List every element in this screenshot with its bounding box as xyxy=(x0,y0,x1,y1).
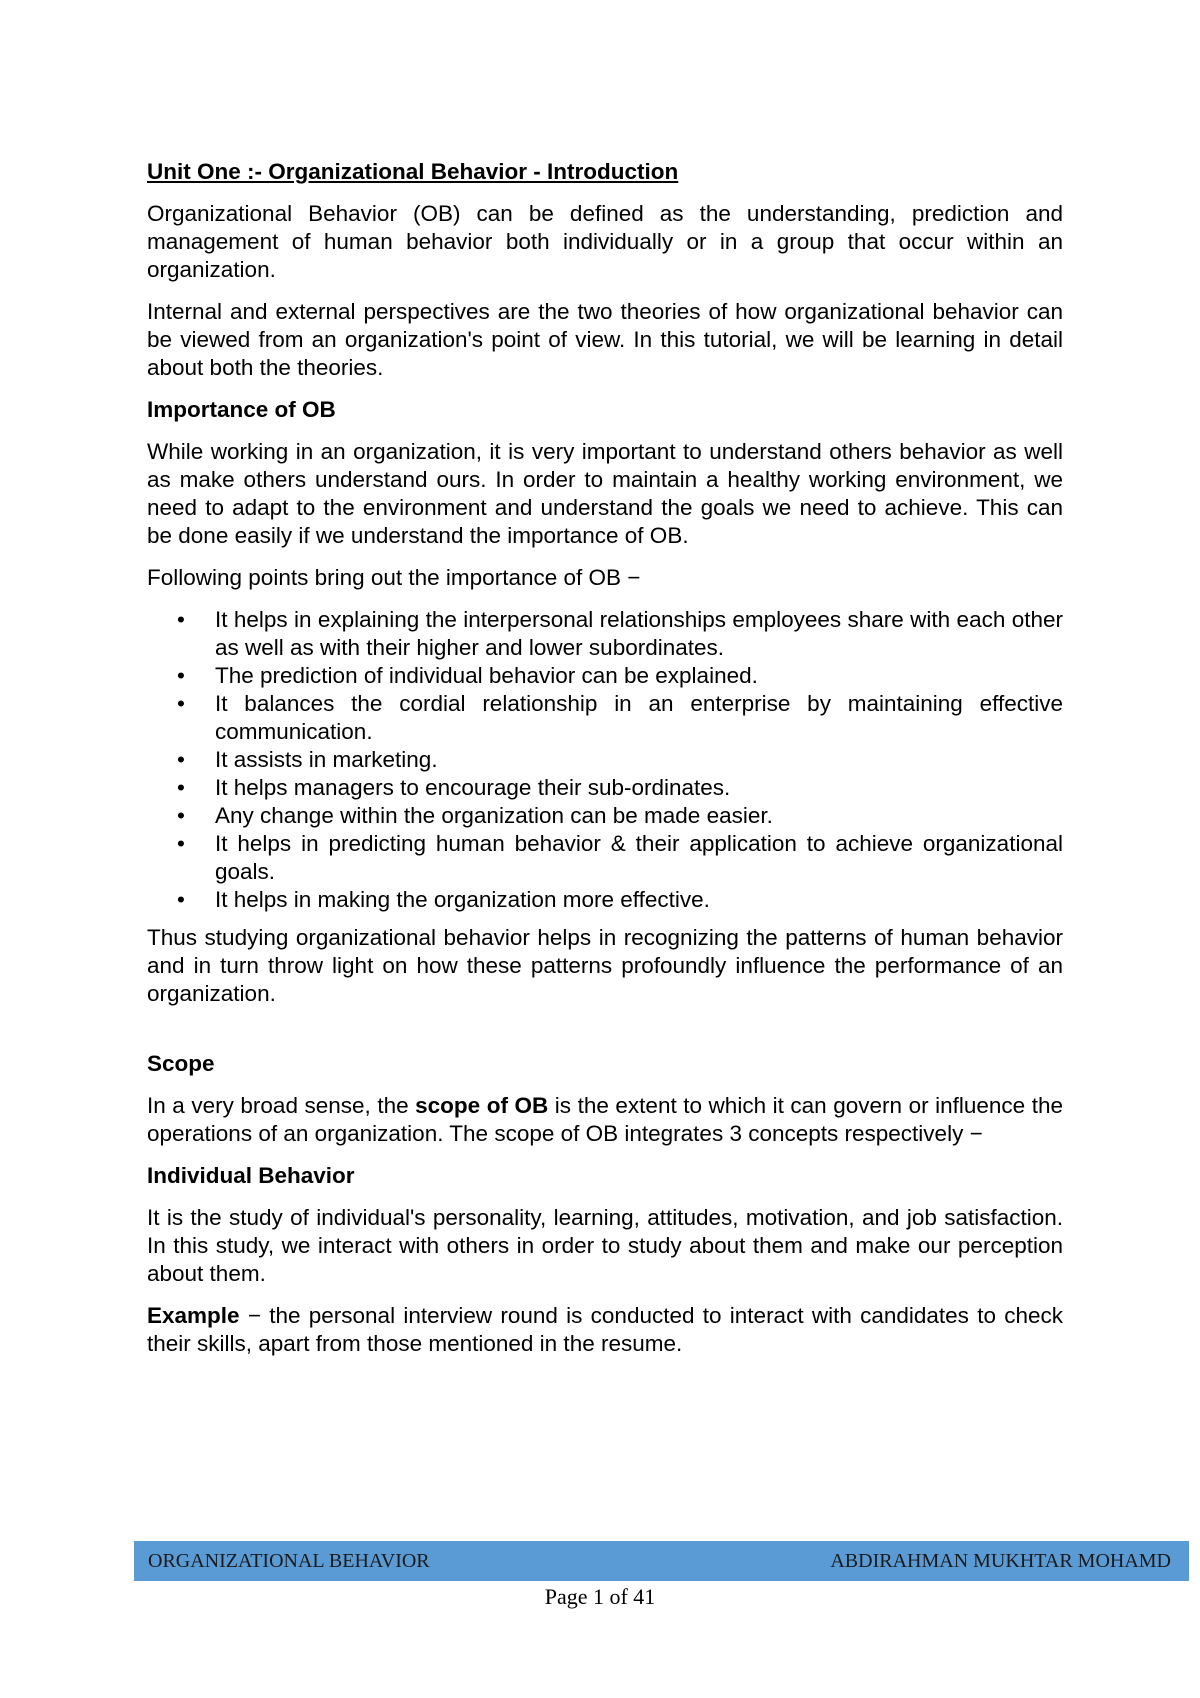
scope-text-before: In a very broad sense, the xyxy=(147,1093,416,1118)
bullet-icon: • xyxy=(177,607,185,632)
intro-paragraph: Organizational Behavior (OB) can be defined as the understanding, prediction and management of human behavior both individually or in a group that occur within an organization. xyxy=(147,201,1063,282)
individual-behavior-paragraph: It is the study of individual's personality, learning, attitudes, motivation, and job satisfaction. In this study, we interact with others in order to study about them and make our perception about them. xyxy=(147,1205,1063,1286)
list-item-text: It helps in explaining the interpersonal relationships employees share with each other as well as with their higher and lower subordinates. xyxy=(215,607,1063,660)
page-number: Page 1 of 41 xyxy=(544,1584,656,1609)
list-item-text: It assists in marketing. xyxy=(215,747,438,772)
scope-bold-term: scope of OB xyxy=(415,1093,549,1118)
importance-heading: Importance of OB xyxy=(147,397,336,422)
example-paragraph xyxy=(147,1302,1063,1358)
importance-bullet-list xyxy=(147,606,1063,914)
importance-paragraph: While working in an organization, it is very important to understand others behavior as well as make others understand ours. In order to maintain a healthy working environment, we need to adapt to the environment and understand the goals we need to achieve. This can be done easily if we understand the importance of OB. xyxy=(147,439,1063,548)
footer-course-title: ORGANIZATIONAL BEHAVIOR xyxy=(148,1550,430,1572)
conclusion-paragraph: Thus studying organizational behavior helps in recognizing the patterns of human behavior and in turn throw light on how these patterns profoundly influence the performance of an organization. xyxy=(147,925,1063,1006)
list-item xyxy=(147,662,1063,690)
document-body xyxy=(147,158,1063,1372)
individual-behavior-heading: Individual Behavior xyxy=(147,1163,355,1188)
example-label: Example xyxy=(147,1303,240,1328)
bullet-icon: • xyxy=(177,803,185,828)
list-item xyxy=(147,606,1063,662)
list-item xyxy=(147,802,1063,830)
list-item-text: The prediction of individual behavior can be explained. xyxy=(215,663,758,688)
bullet-icon: • xyxy=(177,663,185,688)
scope-heading: Scope xyxy=(147,1051,215,1076)
list-item xyxy=(147,886,1063,914)
bullet-icon: • xyxy=(177,887,185,912)
list-item xyxy=(147,774,1063,802)
list-item xyxy=(147,690,1063,746)
section-spacer xyxy=(147,1022,1063,1050)
list-item-text: Any change within the organization can be made easier. xyxy=(215,803,773,828)
list-item-text: It helps in predicting human behavior & their application to achieve organizational goals. xyxy=(215,831,1063,884)
footer-author: ABDIRAHMAN MUKHTAR MOHAMD xyxy=(830,1550,1171,1572)
bullet-icon: • xyxy=(177,775,185,800)
scope-text-after: is the extent to which it can govern or influence the operations of an organization. The scope of OB integrates 3 concepts respectively − xyxy=(147,1093,1063,1146)
footer-bar xyxy=(134,1541,1189,1581)
list-item-text: It helps managers to encourage their sub-ordinates. xyxy=(215,775,731,800)
list-item xyxy=(147,830,1063,886)
points-intro: Following points bring out the importance of OB − xyxy=(147,565,641,590)
perspectives-paragraph: Internal and external perspectives are the two theories of how organizational behavior can be viewed from an organization's point of view. In this tutorial, we will be learning in detail about both the theories. xyxy=(147,299,1063,380)
page-title: Unit One :- Organizational Behavior - Introduction xyxy=(147,159,679,184)
list-item xyxy=(147,746,1063,774)
bullet-icon: • xyxy=(177,831,185,856)
bullet-icon: • xyxy=(177,747,185,772)
list-item-text: It balances the cordial relationship in an enterprise by maintaining effective communication. xyxy=(215,691,1063,744)
bullet-icon: • xyxy=(177,691,185,716)
example-text: − the personal interview round is conducted to interact with candidates to check their skills, apart from those mentioned in the resume. xyxy=(147,1303,1063,1356)
list-item-text: It helps in making the organization more effective. xyxy=(215,887,710,912)
scope-paragraph xyxy=(147,1092,1063,1148)
